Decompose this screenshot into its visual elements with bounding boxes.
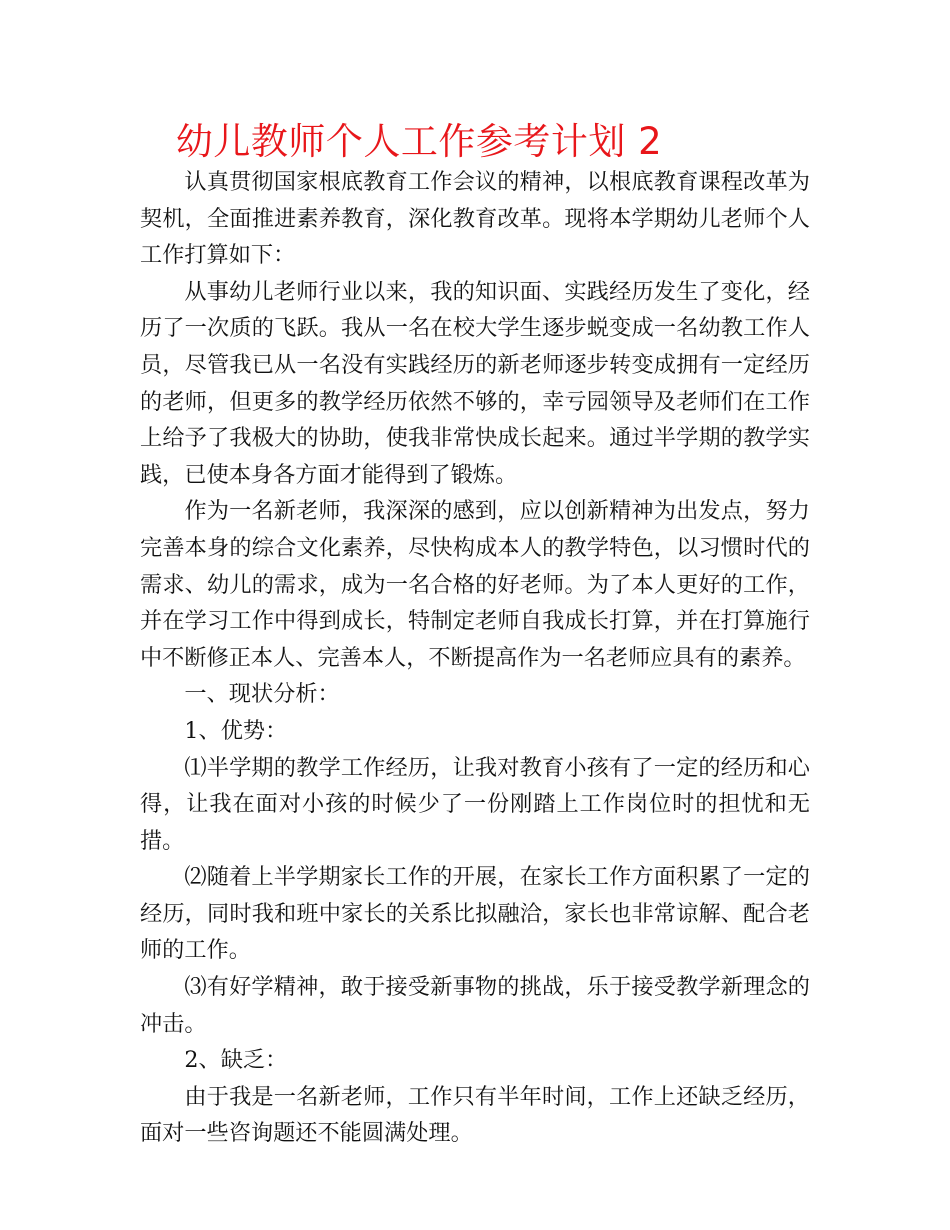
paragraph-intro: 认真贯彻国家根底教育工作会议的精神，以根底教育课程改革为契机，全面推进素养教育，深化教育改革。现将本学期幼儿老师个人工作打算如下： [140, 169, 810, 269]
list-item-strength-1: ⑴半学期的教学工作经历，让我对教育小孩有了一定的经历和心得，让我在面对小孩的时候少了一份刚踏上工作岗位时的担忧和无措。 [140, 754, 810, 854]
document-title: 幼儿教师个人工作参考计划 2 [175, 120, 663, 163]
list-item-strength-2: ⑵随着上半学期家长工作的开展，在家长工作方面积累了一定的经历，同时我和班中家长的关系比拟融洽，家长也非常谅解、配合老师的工作。 [140, 864, 810, 964]
section-heading-status-analysis: 一、现状分析： [184, 681, 340, 708]
subsection-heading-weaknesses: 2、缺乏： [184, 1047, 288, 1074]
paragraph-goals: 作为一名新老师，我深深的感到，应以创新精神为出发点，努力完善本身的综合文化素养，尽快构成本人的教学特色，以习惯时代的需求、幼儿的需求，成为一名合格的好老师。为了本人更好的工作，并在学习工作中得到成长，特制定老师自我成长打算，并在打算施行中不断修正本人、完善本人，不断提高作为一名老师应具有的素养。 [140, 498, 810, 671]
paragraph-weakness: 由于我是一名新老师，工作只有半年时间，工作上还缺乏经历，面对一些咨询题还不能圆满处理。 [140, 1083, 810, 1147]
paragraph-experience: 从事幼儿老师行业以来，我的知识面、实践经历发生了变化，经历了一次质的飞跃。我从一名在校大学生逐步蜕变成一名幼教工作人员，尽管我已从一名没有实践经历的新老师逐步转变成拥有一定经历的老师，但更多的教学经历依然不够的，幸亏园领导及老师们在工作上给予了我极大的协助，使我非常快成长起来。通过半学期的教学实践，已使本身各方面才能得到了锻炼。 [140, 278, 810, 488]
document-body [140, 164, 810, 1152]
list-item-strength-3: ⑶有好学精神，敢于接受新事物的挑战，乐于接受教学新理念的冲击。 [140, 974, 810, 1037]
subsection-heading-strengths: 1、优势： [184, 717, 288, 744]
